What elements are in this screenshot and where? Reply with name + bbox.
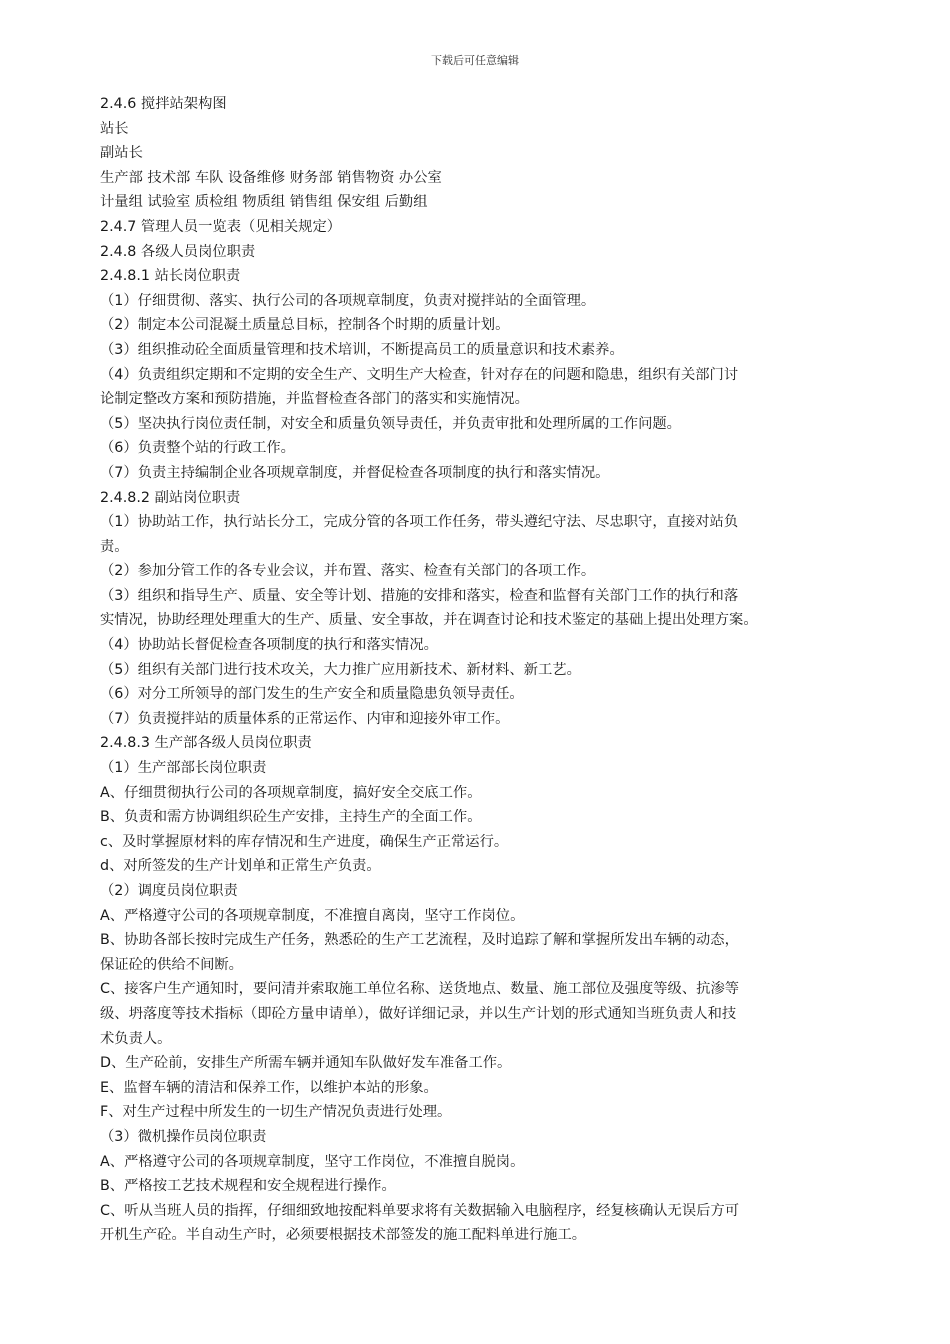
text-line: 2.4.7 管理人员一览表（见相关规定） — [100, 218, 342, 235]
text-line: E、监督车辆的清洁和保养工作，以维护本站的形象。 — [100, 1079, 438, 1096]
text-line: （2）调度员岗位职责 — [100, 883, 238, 899]
text-line: 2.4.8 各级人员岗位职责 — [100, 243, 256, 260]
text-line: 计量组 试验室 质检组 物质组 销售组 保安组 后勤组 — [100, 194, 428, 211]
text-line: 保证砼的供给不间断。 — [100, 956, 243, 973]
text-line: （7）负责搅拌站的质量体系的正常运作、内审和迎接外审工作。 — [100, 710, 510, 727]
text-line: B、协助各部长按时完成生产任务，熟悉砼的生产工艺流程，及时追踪了解和掌握所发出车辆的动态， — [100, 932, 739, 949]
text-line: A、严格遵守公司的各项规章制度，不准擅自离岗，坚守工作岗位。 — [100, 907, 525, 924]
text-line: （7）负责主持编制企业各项规章制度，并督促检查各项制度的执行和落实情况。 — [100, 464, 610, 481]
text-line: F、对生产过程中所发生的一切生产情况负责进行处理。 — [100, 1104, 452, 1121]
text-line: （3）组织和指导生产、质量、安全等计划、措施的安排和落实，检查和监督有关部门工作的执行和落 — [100, 587, 739, 604]
text-line: （4）负责组织定期和不定期的安全生产、文明生产大检查，针对存在的问题和隐患，组织有关部门讨 — [100, 366, 739, 383]
page-header: 下载后可任意编辑 — [431, 54, 519, 67]
text-line: B、严格按工艺技术规程和安全规程进行操作。 — [100, 1178, 396, 1195]
text-line: 副站长 — [100, 145, 143, 162]
text-line: A、严格遵守公司的各项规章制度，坚守工作岗位，不准擅自脱岗。 — [100, 1153, 525, 1170]
text-line: 术负责人。 — [100, 1030, 172, 1047]
text-line: （6）对分工所领导的部门发生的生产安全和质量隐患负领导责任。 — [100, 686, 524, 703]
text-line: d、对所签发的生产计划单和正常生产负责。 — [100, 858, 381, 875]
text-line: （3）组织推动砼全面质量管理和技术培训，不断提高员工的质量意识和技术素养。 — [100, 341, 624, 358]
text-line: （5）坚决执行岗位责任制，对安全和质量负领导责任，并负责审批和处理所属的工作问题。 — [100, 415, 681, 432]
text-line: 级、坍落度等技术指标（即砼方量申请单），做好详细记录，并以生产计划的形式通知当班负责人和技 — [100, 1005, 737, 1022]
text-line: （1）仔细贯彻、落实、执行公司的各项规章制度，负责对搅拌站的全面管理。 — [100, 292, 596, 309]
text-line: （6）负责整个站的行政工作。 — [100, 440, 295, 457]
text-line: （5）组织有关部门进行技术攻关，大力推广应用新技术、新材料、新工艺。 — [100, 661, 581, 678]
text-line: 生产部 技术部 车队 设备维修 财务部 销售物资 办公室 — [100, 169, 442, 186]
text-line: B、负责和需方协调组织砼生产安排，主持生产的全面工作。 — [100, 809, 482, 826]
text-line: D、生产砼前，安排生产所需车辆并通知车队做好发车准备工作。 — [100, 1055, 512, 1072]
document-body — [100, 92, 870, 1248]
text-line: C、听从当班人员的指挥，仔细细致地按配料单要求将有关数据输入电脑程序，经复核确认无误后方可 — [100, 1202, 740, 1219]
text-line: C、接客户生产通知时，要问清并索取施工单位名称、送货地点、数量、施工部位及强度等级、抗渗等 — [100, 981, 740, 998]
text-line: 2.4.8.3 生产部各级人员岗位职责 — [100, 735, 312, 752]
text-line: 2.4.8.1 站长岗位职责 — [100, 268, 241, 285]
text-line: （2）参加分管工作的各专业会议，并布置、落实、检查有关部门的各项工作。 — [100, 563, 596, 580]
text-line: 实情况，协助经理处理重大的生产、质量、安全事故，并在调查讨论和技术鉴定的基础上提出处理方案。 — [100, 612, 758, 629]
text-line: （2）制定本公司混凝土质量总目标，控制各个时期的质量计划。 — [100, 317, 510, 334]
text-line: 责。 — [100, 538, 129, 555]
text-line: 开机生产砼。半自动生产时，必须要根据技术部签发的施工配料单进行施工。 — [100, 1227, 587, 1244]
text-line: （1）生产部部长岗位职责 — [100, 760, 267, 777]
text-line: （1）协助站工作，执行站长分工，完成分管的各项工作任务，带头遵纪守法、尽忠职守，直接对站负 — [100, 514, 739, 531]
text-line: （4）协助站长督促检查各项制度的执行和落实情况。 — [100, 637, 438, 654]
text-line: 站长 — [100, 120, 129, 137]
text-line: c、及时掌握原材料的库存情况和生产进度，确保生产正常运行。 — [100, 833, 509, 850]
text-line: 2.4.8.2 副站岗位职责 — [100, 489, 241, 506]
text-line: 论制定整改方案和预防措施，并监督检查各部门的落实和实施情况。 — [100, 391, 529, 408]
text-line: A、仔细贯彻执行公司的各项规章制度，搞好安全交底工作。 — [100, 784, 482, 801]
text-line: 2.4.6 搅拌站架构图 — [100, 96, 227, 112]
text-line: （3）微机操作员岗位职责 — [100, 1128, 267, 1145]
